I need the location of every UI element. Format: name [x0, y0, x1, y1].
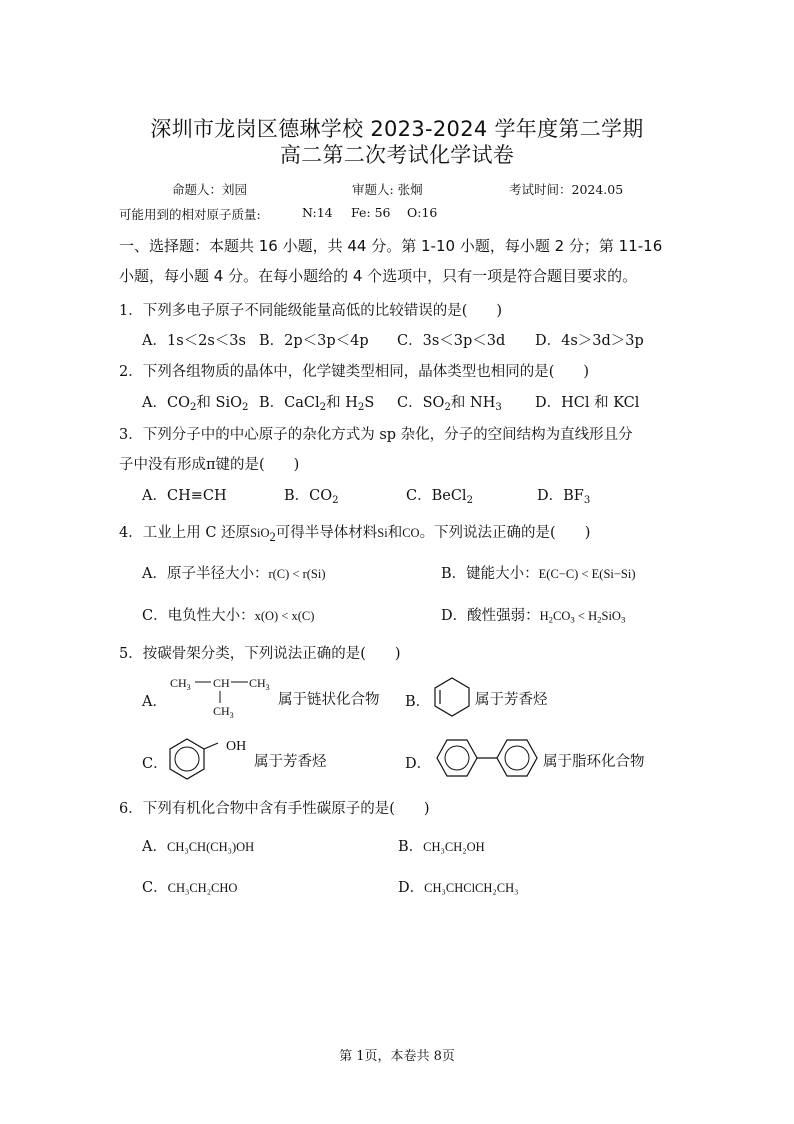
q5-stem: 5．按碳骨架分类，下列说法正确的是( ) [119, 646, 401, 662]
q3-option-d: D．$BF_3$ [537, 488, 591, 507]
cyclohexene-structure [432, 676, 474, 718]
biphenyl-ring-left [437, 740, 477, 776]
q5-option-d-text: 属于脂环化合物 [543, 754, 645, 770]
q1-option-d: D．4s＞3d＞3p [535, 333, 644, 349]
atomic-mass-label: 可能用到的相对原子质量: [119, 207, 261, 222]
biphenyl-ring-right [497, 740, 537, 776]
q1-option-c: C．3s＜3p＜3d [397, 333, 506, 349]
q2-option-c: C．$SO_2$和 $NH_3$ [397, 395, 502, 414]
q4-option-a: A．原子半径大小：r(C) < r(Si) [142, 566, 326, 582]
biphenyl-circle-right [505, 746, 529, 770]
atomic-mass-o: O:16 [407, 205, 438, 220]
q5-option-c-text: 属于芳香烃 [254, 754, 327, 770]
q2-option-a: A．$CO_2$和 SiO$_2$ [142, 395, 249, 414]
struct-a-ch-center: CH [213, 676, 230, 690]
q5-option-a-label: A． [142, 694, 167, 710]
author: 命题人：刘园 [172, 182, 248, 197]
q6-stem: 6．下列有机化合物中含有手性碳原子的是( ) [119, 801, 430, 817]
q5-option-d-label: D． [405, 756, 432, 772]
q4-option-c: C．电负性大小：x(O) < x(C) [142, 608, 315, 624]
q4-option-b: B．键能大小：E(C−C) < E(Si−Si) [441, 566, 636, 582]
page-footer: 第 1页，本卷共 8页 [339, 1049, 455, 1064]
phenol-structure [166, 736, 256, 784]
struct-a-ch3-right: $CH_3$ [249, 676, 270, 692]
struct-a-ch3-left: $CH_3$ [170, 676, 191, 692]
q3-option-a: A．CH≡CH [142, 488, 227, 504]
exam-title-line2: 高二第二次考试化学试卷 [279, 143, 515, 167]
phenol-oh-label: OH [226, 739, 247, 754]
q2-stem: 2．下列各组物质的晶体中，化学键类型相同，晶体类型也相同的是( ) [119, 364, 590, 380]
q6-option-d: D．CH₃CHClCH₂CH₃ [398, 880, 519, 896]
q5-option-b-label: B． [405, 694, 431, 710]
q3-option-b: B．$CO_2$ [284, 488, 339, 507]
reviewer: 审题人: 张炯 [352, 182, 423, 197]
biphenyl-circle-left [445, 746, 469, 770]
q4-stem: 4．工业上用 C 还原SiO$_2$可得半导体材料Si和CO。下列说法正确的是( ) [119, 525, 591, 544]
q2-option-b: B．CaCl$_2$和 $H_2S$ [259, 395, 375, 414]
q2-option-d: D．HCl 和 KCl [535, 395, 640, 411]
phenol-aromatic-circle [175, 747, 199, 771]
q5-option-b-text: 属于芳香烃 [475, 692, 548, 708]
q3-stem-line2: 子中没有形成π键的是( ) [119, 457, 300, 473]
atomic-mass-n: N:14 [302, 205, 333, 220]
exam-title-line1: 深圳市龙岗区德琳学校 2023-2024 学年度第二学期 [150, 117, 644, 141]
q6-option-b: B．CH₃CH₂OH [398, 839, 485, 855]
q1-option-a: A．1s＜2s＜3s [142, 333, 246, 349]
q6-option-a: A．CH₃CH(CH₃)OH [142, 839, 255, 855]
phenol-oh-bond [204, 743, 218, 749]
q5-option-a-text: 属于链状化合物 [278, 692, 380, 708]
atomic-mass-fe: Fe: 56 [351, 205, 391, 220]
struct-a-ch3-bottom: $CH_3$ [213, 704, 234, 720]
section-intro-line2: 小题，每小题 4 分。在每小题给的 4 个选项中，只有一项是符合题目要求的。 [119, 267, 638, 285]
isobutane-structure [168, 672, 278, 720]
exam-time: 考试时间：2024.05 [509, 182, 624, 197]
q3-stem-line1: 3．下列分子中的中心原子的杂化方式为 sp 杂化，分子的空间结构为直线形且分 [119, 427, 633, 443]
section-intro-line1: 一、选择题：本题共 16 小题，共 44 分。第 1-10 小题，每小题 2 分；第 11-16 [119, 237, 663, 255]
q5-option-c-label: C． [142, 756, 168, 772]
biphenyl-structure [433, 736, 545, 782]
q3-option-c: C．BeCl$_2$ [406, 488, 474, 507]
q1-stem: 1．下列多电子原子不同能级能量高低的比较错误的是( ) [119, 303, 503, 319]
q6-option-c: C．CH₃CH₂CHO [142, 880, 238, 896]
q4-option-d: D．酸性强弱：$H_2CO_3 < H_2SiO_3$ [441, 608, 626, 625]
q1-option-b: B．2p＜3p＜4p [259, 333, 369, 349]
